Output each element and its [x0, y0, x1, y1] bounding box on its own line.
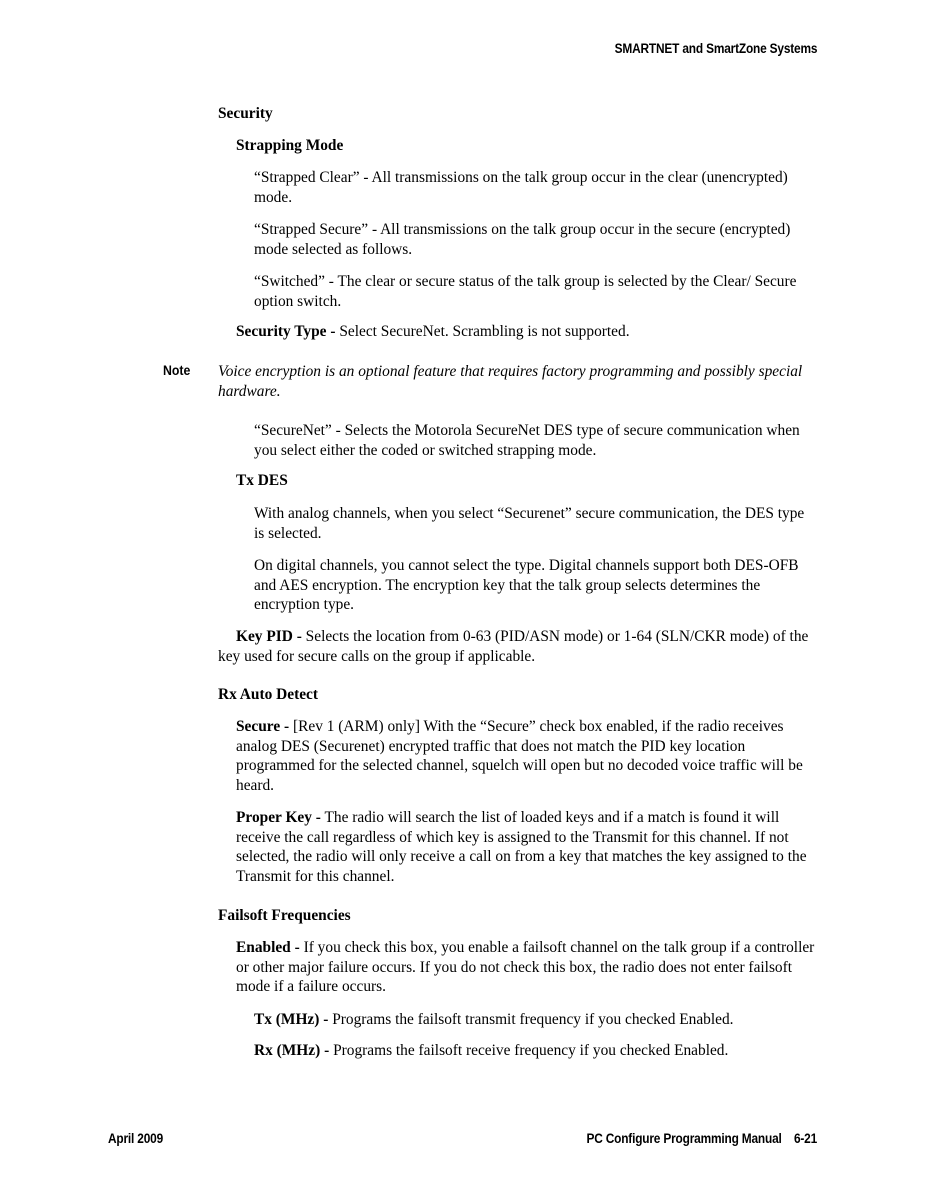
- proper-key-paragraph: [236, 808, 818, 886]
- rx-secure-paragraph: [236, 717, 818, 795]
- heading-security: Security: [218, 105, 273, 122]
- footer-page-number: 6-21: [793, 1131, 817, 1146]
- key-pid-text: Selects the location from 0-63 (PID/ASN mode) or 1-64 (SLN/CKR mode) of the key used for secure calls on the group if applicable.: [218, 628, 809, 665]
- key-pid-label: Key PID -: [236, 628, 302, 645]
- heading-rx-auto-detect: Rx Auto Detect: [218, 686, 319, 703]
- failsoft-enabled-text: If you check this box, you enable a failsoft channel on the talk group if a controller or other major failure occurs. If you do not check this box, the radio does not enter failsoft mode if a failure occurs.: [236, 939, 815, 995]
- failsoft-enabled-paragraph: [236, 938, 818, 997]
- footer-manual-info: [586, 1131, 817, 1146]
- strapped-secure-paragraph: “Strapped Secure” - All transmissions on the talk group occur in the secure (encrypted) mode selected as follows.: [254, 221, 791, 258]
- note-text: Voice encryption is an optional feature that requires factory programming and possibly special hardware.: [218, 363, 803, 400]
- proper-key-text: The radio will search the list of loaded keys and if a match is found it will receive the call regardless of which key is assigned to the Transmit for this channel. If not selected, the radio will only receive a call on from a key that matches the key assigned to the Transmit for this channel.: [236, 809, 807, 885]
- failsoft-tx-text: Programs the failsoft transmit frequency if you checked Enabled.: [328, 1011, 734, 1028]
- security-type-label: Security Type -: [236, 323, 336, 340]
- heading-strapping-mode: Strapping Mode: [236, 137, 344, 154]
- tx-des-analog-paragraph: With analog channels, when you select “Securenet” secure communication, the DES type is selected.: [254, 505, 805, 542]
- failsoft-tx-label: Tx (MHz) -: [254, 1011, 329, 1028]
- note-label: Note: [163, 362, 191, 378]
- security-type-text: Select SecureNet. Scrambling is not supported.: [335, 323, 630, 340]
- footer-manual-title: PC Configure Programming Manual: [586, 1131, 782, 1146]
- running-header: SMARTNET and SmartZone Systems: [614, 41, 817, 56]
- failsoft-rx-text: Programs the failsoft receive frequency if you checked Enabled.: [329, 1042, 729, 1059]
- heading-failsoft-frequencies: Failsoft Frequencies: [218, 907, 351, 924]
- tx-des-digital-paragraph: On digital channels, you cannot select the type. Digital channels support both DES-OFB and AES encryption. The encryption key that the talk group selects determines the encryption type.: [254, 557, 799, 613]
- failsoft-rx-paragraph: [254, 1041, 818, 1061]
- footer-date: April 2009: [108, 1131, 164, 1146]
- failsoft-enabled-label: Enabled -: [236, 939, 300, 956]
- failsoft-rx-label: Rx (MHz) -: [254, 1042, 330, 1059]
- rx-secure-text: [Rev 1 (ARM) only] With the “Secure” check box enabled, if the radio receives analog DES (Securenet) encrypted traffic that does not match the PID key location programmed for the selected channel, squelch will open but no decoded voice traffic will be heard.: [236, 718, 803, 794]
- heading-tx-des: Tx DES: [236, 472, 288, 489]
- rx-secure-label: Secure -: [236, 718, 290, 735]
- securenet-paragraph: “SecureNet” - Selects the Motorola SecureNet DES type of secure communication when you select either the coded or switched strapping mode.: [254, 422, 800, 459]
- failsoft-tx-paragraph: [254, 1010, 818, 1030]
- proper-key-label: Proper Key -: [236, 809, 321, 826]
- key-pid-paragraph: [218, 627, 818, 666]
- strapped-clear-paragraph: “Strapped Clear” - All transmissions on the talk group occur in the clear (unencrypted) mode.: [254, 169, 788, 206]
- switched-paragraph: “Switched” - The clear or secure status of the talk group is selected by the Clear/ Secure option switch.: [254, 273, 797, 310]
- security-type-paragraph: [236, 322, 818, 342]
